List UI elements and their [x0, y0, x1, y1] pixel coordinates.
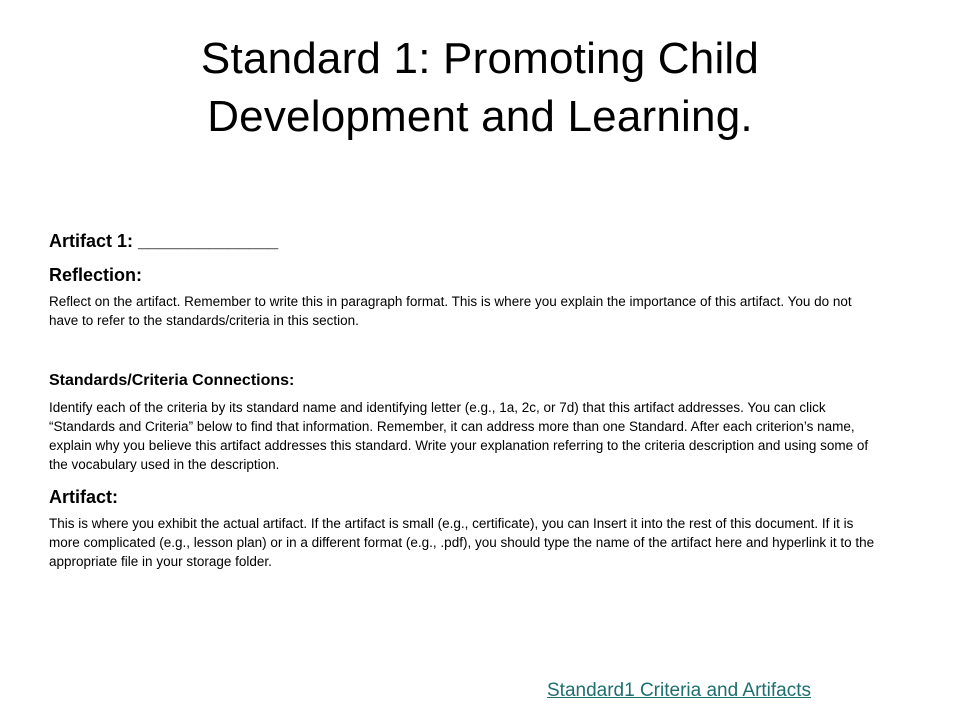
- artifact-name-blank[interactable]: ______________: [138, 231, 279, 251]
- slide-body: [49, 228, 889, 571]
- artifact-text: This is where you exhibit the actual artifact. If the artifact is small (e.g., certificate), you can Insert it into the rest of this document. If it is more complicated (e.g., lesson plan) or in a different format (e.g., .pdf), you should type the name of the artifact here and hyperlink it to the appropriate file in your storage folder.: [49, 516, 875, 569]
- slide-title: [60, 30, 900, 146]
- slide-title-line-1: Standard 1: Promoting Child: [200, 34, 760, 83]
- artifact-heading: Artifact:: [49, 487, 119, 507]
- slide-title-line-2: Development and Learning.: [207, 92, 753, 141]
- reflection-heading: Reflection:: [49, 265, 143, 285]
- reflection-text: Reflect on the artifact. Remember to write this in paragraph format. This is where you explain the importance of this artifact. You do not have to refer to the standards/criteria in this section.: [49, 294, 852, 328]
- criteria-artifacts-link[interactable]: Standard1 Criteria and Artifacts: [547, 680, 812, 701]
- artifact-name-field: [49, 228, 889, 254]
- connections-heading: Standards/Criteria Connections:: [49, 372, 295, 389]
- artifact-name-label: Artifact 1:: [49, 231, 139, 251]
- connections-text: Identify each of the criteria by its standard name and identifying letter (e.g., 1a, 2c, or 7d) that this artifact addresses. You can click “Standards and Criteria” below to find that information. Remember, it can address more than one Standard. After each criterion’s name, explain why you believe this artifact addresses this standard. Write your explanation referring to the criteria description and using some of the vocabulary used in the description.: [49, 400, 869, 472]
